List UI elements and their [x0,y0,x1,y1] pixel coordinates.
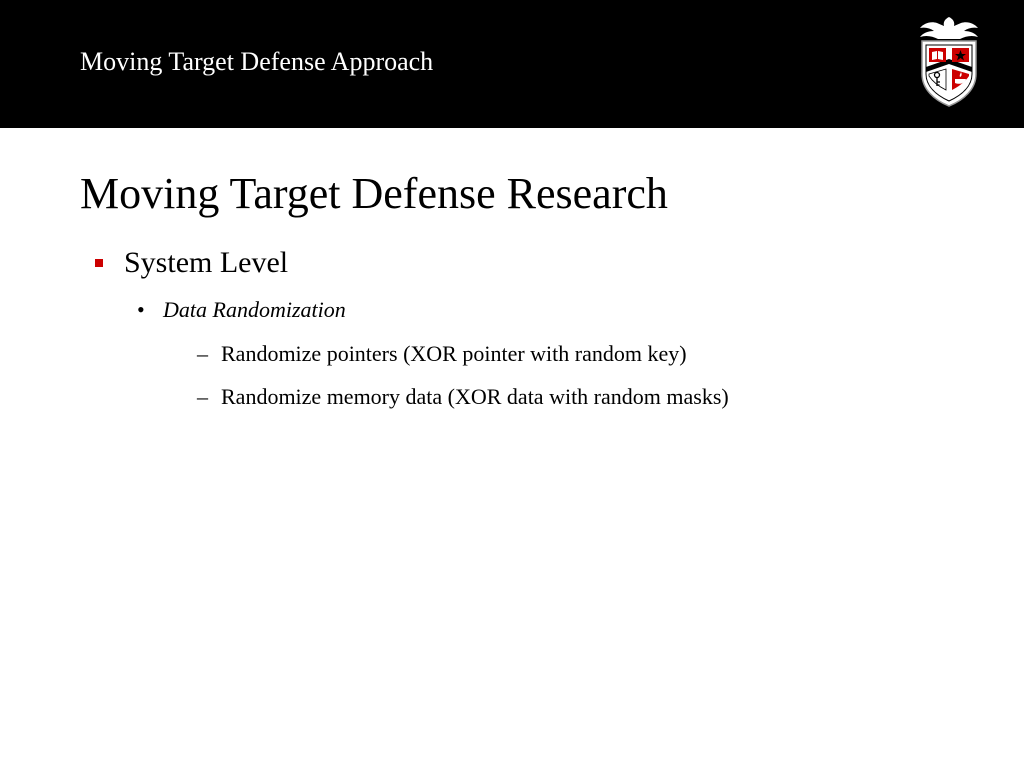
bullet-level1-text: System Level [124,246,289,279]
bullet-level3-text: Randomize memory data (XOR data with random masks) [221,384,729,409]
bullet-level3 [197,384,729,410]
bullet-level3-text: Randomize pointers (XOR pointer with random key) [221,341,687,366]
bullet-level1 [95,246,288,280]
header-title: Moving Target Defense Approach [80,47,434,76]
square-bullet-icon [95,259,103,267]
bullet-level3 [197,341,687,367]
university-shield-logo [914,14,984,110]
header-bar [0,0,1024,128]
bullet-level2 [137,297,346,323]
bullet-level2-text: Data Randomization [163,297,346,322]
slide-title: Moving Target Defense Research [80,169,668,218]
dot-bullet-icon: • [137,297,145,322]
dash-bullet-icon: – [197,384,208,409]
dash-bullet-icon: – [197,341,208,366]
